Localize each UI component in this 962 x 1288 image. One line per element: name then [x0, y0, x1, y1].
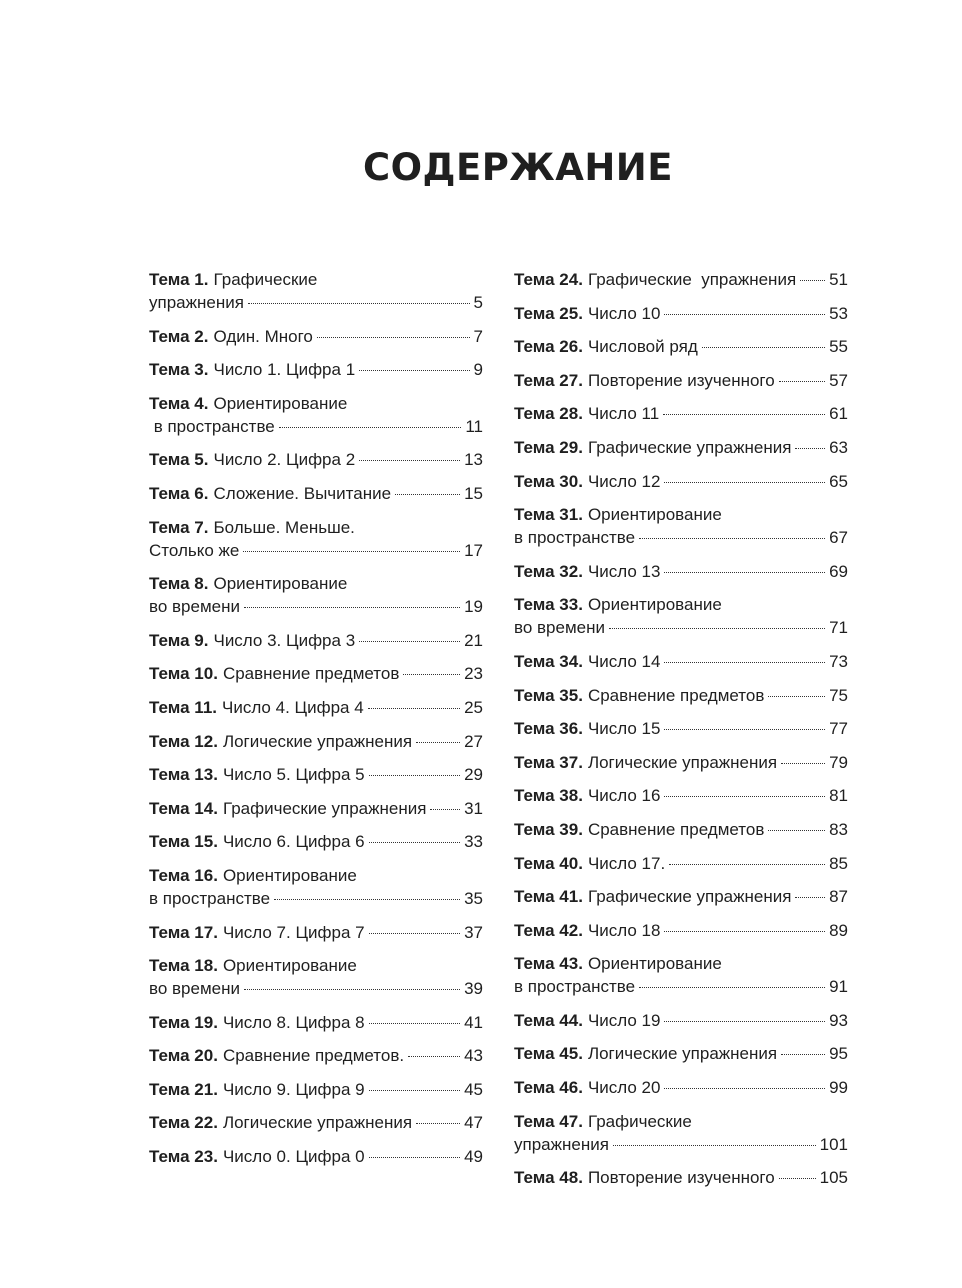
toc-page-number: 5: [473, 293, 483, 312]
toc-page-number: 7: [473, 326, 483, 346]
dot-leader: [781, 763, 825, 764]
dot-leader: [369, 933, 460, 934]
toc-page-number: 45: [464, 1079, 483, 1099]
toc-entry: [514, 751, 848, 774]
toc-page-number: 17: [464, 540, 483, 560]
toc-page-number: 37: [464, 922, 483, 942]
dot-leader: [781, 1054, 825, 1055]
toc-entry: [514, 684, 848, 707]
toc-topic-number: Тема 47.: [514, 1111, 583, 1131]
toc-page-number: 33: [464, 832, 483, 852]
toc-topic-title: Число 13: [587, 561, 661, 581]
dot-leader: [702, 347, 825, 348]
dot-leader: [369, 1157, 460, 1158]
toc-topic-number: Тема 43.: [514, 954, 583, 974]
toc-entry: [514, 717, 848, 740]
toc-topic-number: Тема 1.: [149, 270, 209, 289]
toc-topic-title: Число 17.: [587, 853, 666, 873]
toc-entry: [514, 268, 848, 291]
toc-topic-number: Тема 37.: [514, 752, 583, 772]
dot-leader: [664, 1088, 825, 1089]
toc-topic-number: Тема 19.: [149, 1012, 218, 1032]
dot-leader: [663, 414, 825, 415]
dot-leader: [403, 674, 460, 675]
toc-entry: [514, 650, 848, 673]
toc-topic-title: Ориентирование: [222, 956, 357, 976]
dot-leader: [368, 708, 460, 709]
toc-topic-title: Графические упражнения: [587, 270, 797, 289]
toc-topic-title: Логические упражнения: [587, 1044, 778, 1064]
toc-page-number: 67: [829, 528, 848, 548]
toc-topic-title: Графические упражнения: [222, 798, 427, 818]
toc-entry: [514, 818, 848, 841]
toc-page-number: 29: [464, 765, 483, 785]
toc-topic-title: Числовой ряд: [587, 337, 698, 357]
toc-topic-title: Ориентирование: [213, 393, 348, 413]
dot-leader: [244, 607, 460, 608]
toc-topic-title: Больше. Меньше.: [213, 517, 355, 537]
toc-topic-number: Тема 22.: [149, 1113, 218, 1133]
toc-topic-number: Тема 11.: [149, 697, 217, 717]
toc-entry: [514, 1166, 848, 1189]
toc-topic-title-cont: Столько же: [149, 540, 240, 560]
toc-topic-number: Тема 24.: [514, 270, 583, 289]
toc-page-number: 21: [464, 630, 483, 650]
toc-topic-title: Один. Много: [213, 326, 313, 346]
toc-topic-title: Число 6. Цифра 6: [222, 832, 365, 852]
dot-leader: [664, 1021, 825, 1022]
toc-topic-title: Повторение изученного: [587, 1168, 775, 1188]
toc-page-number: 77: [829, 719, 848, 739]
toc-page-number: 49: [464, 1147, 483, 1167]
toc-page-number: 47: [464, 1113, 483, 1133]
toc-topic-title: Число 3. Цифра 3: [213, 630, 356, 650]
toc-topic-number: Тема 23.: [149, 1147, 218, 1167]
dot-leader: [243, 551, 460, 552]
toc-entry: [149, 448, 483, 471]
toc-entry: [514, 402, 848, 425]
toc-page-number: 55: [829, 337, 848, 357]
toc-entry: [149, 392, 483, 438]
toc-topic-title: Ориентирование: [222, 865, 357, 885]
toc-page-number: 79: [829, 752, 848, 772]
toc-topic-number: Тема 41.: [514, 887, 583, 907]
toc-topic-title: Число 2. Цифра 2: [213, 450, 356, 470]
dot-leader: [416, 742, 460, 743]
toc-entry: [514, 885, 848, 908]
toc-topic-title: Число 12: [587, 471, 661, 491]
toc-page-number: 23: [464, 664, 483, 684]
toc-entry: [149, 921, 483, 944]
dot-leader: [613, 1145, 816, 1146]
toc-entry: [149, 830, 483, 853]
toc-entry: [514, 784, 848, 807]
toc-topic-number: Тема 42.: [514, 920, 583, 940]
toc-topic-number: Тема 20.: [149, 1046, 218, 1066]
toc-entry: [149, 797, 483, 820]
toc-entry: [514, 560, 848, 583]
toc-topic-title: Сравнение предметов: [587, 685, 765, 705]
toc-entry: [514, 1076, 848, 1099]
dot-leader: [664, 662, 825, 663]
dot-leader: [369, 842, 460, 843]
toc-topic-title: Сравнение предметов: [222, 664, 400, 684]
toc-page-number: 69: [829, 561, 848, 581]
dot-leader: [408, 1056, 460, 1057]
toc-topic-number: Тема 14.: [149, 798, 218, 818]
toc-topic-number: Тема 29.: [514, 437, 583, 457]
toc-page-number: 9: [473, 360, 483, 380]
dot-leader: [359, 460, 460, 461]
toc-topic-title: Число 7. Цифра 7: [222, 922, 365, 942]
dot-leader: [369, 1023, 460, 1024]
toc-topic-title: Число 4. Цифра 4: [222, 697, 364, 717]
toc-page-number: 53: [829, 303, 848, 323]
page-title: СОДЕРЖАНИЕ: [362, 146, 674, 189]
toc-topic-number: Тема 38.: [514, 786, 583, 806]
toc-entry: [149, 516, 483, 562]
toc-topic-title: Графические: [587, 1111, 692, 1131]
toc-page-number: 89: [829, 920, 848, 940]
dot-leader: [669, 864, 825, 865]
toc-page-number: 57: [829, 370, 848, 390]
toc-topic-number: Тема 46.: [514, 1078, 583, 1098]
toc-topic-title: Число 18: [587, 920, 661, 940]
dot-leader: [795, 897, 825, 898]
toc-page-number: 73: [829, 651, 848, 671]
toc-entry: [149, 629, 483, 652]
toc-entry: [149, 730, 483, 753]
toc-page-number: 81: [829, 786, 848, 806]
toc-entry: [149, 268, 483, 314]
toc-entry: [514, 470, 848, 493]
dot-leader: [664, 796, 825, 797]
dot-leader: [664, 314, 825, 315]
dot-leader: [664, 931, 825, 932]
toc-topic-title: Число 5. Цифра 5: [222, 765, 365, 785]
dot-leader: [244, 989, 460, 990]
toc-entry: [514, 503, 848, 549]
toc-topic-title: Сравнение предметов: [587, 819, 765, 839]
toc-column-right: [514, 268, 848, 1200]
toc-topic-number: Тема 13.: [149, 765, 218, 785]
toc-topic-number: Тема 10.: [149, 664, 218, 684]
dot-leader: [369, 775, 460, 776]
toc-page-number: 31: [464, 798, 483, 818]
toc-entry: [149, 482, 483, 505]
dot-leader: [768, 696, 825, 697]
toc-topic-number: Тема 31.: [514, 505, 583, 525]
dot-leader: [779, 381, 825, 382]
toc-page-number: 75: [829, 685, 848, 705]
toc-topic-title: Число 20: [587, 1078, 661, 1098]
toc-entry: [514, 1042, 848, 1065]
dot-leader: [359, 370, 469, 371]
toc-topic-title-cont: упражнения: [514, 1134, 609, 1154]
toc-topic-number: Тема 7.: [149, 517, 209, 537]
dot-leader: [639, 538, 825, 539]
dot-leader: [430, 809, 460, 810]
toc-topic-number: Тема 39.: [514, 819, 583, 839]
dot-leader: [369, 1090, 460, 1091]
toc-topic-title-cont: в пространстве: [514, 977, 636, 997]
toc-page-number: 85: [829, 853, 848, 873]
toc-topic-title: Графические: [213, 270, 318, 289]
toc-topic-number: Тема 44.: [514, 1010, 583, 1030]
dot-leader: [768, 830, 825, 831]
toc-topic-title-cont: в пространстве: [149, 416, 275, 436]
toc-page-number: 19: [464, 597, 483, 617]
toc-topic-number: Тема 25.: [514, 303, 583, 323]
toc-entry: [514, 852, 848, 875]
dot-leader: [274, 899, 460, 900]
toc-topic-number: Тема 21.: [149, 1079, 218, 1099]
dot-leader: [795, 448, 825, 449]
toc-topic-number: Тема 5.: [149, 450, 209, 470]
toc-topic-title: Логические упражнения: [587, 752, 778, 772]
toc-page-number: 105: [819, 1168, 848, 1188]
dot-leader: [416, 1123, 460, 1124]
toc-entry: [514, 919, 848, 942]
toc-topic-number: Тема 32.: [514, 561, 583, 581]
toc-topic-number: Тема 27.: [514, 370, 583, 390]
dot-leader: [779, 1178, 816, 1179]
toc-entry: [149, 1044, 483, 1067]
toc-topic-number: Тема 34.: [514, 651, 583, 671]
toc-topic-title: Повторение изученного: [587, 370, 775, 390]
toc-topic-title: Число 10: [587, 303, 661, 323]
toc-topic-title: Ориентирование: [587, 505, 722, 525]
toc-entry: [149, 358, 483, 381]
toc-topic-number: Тема 8.: [149, 574, 209, 594]
toc-topic-number: Тема 9.: [149, 630, 209, 650]
toc-topic-title: Число 19: [587, 1010, 661, 1030]
toc-topic-title: Графические упражнения: [587, 887, 792, 907]
toc-topic-title: Число 14: [587, 651, 661, 671]
toc-topic-title-cont: в пространстве: [149, 888, 271, 908]
toc-entry: [149, 1145, 483, 1168]
toc-page-number: 41: [464, 1012, 483, 1032]
toc-entry: [149, 1078, 483, 1101]
toc-page-number: 61: [829, 404, 848, 424]
toc-topic-number: Тема 18.: [149, 956, 218, 976]
toc-entry: [149, 954, 483, 1000]
toc-topic-title-cont: во времени: [149, 979, 240, 999]
toc-page-number: 11: [465, 416, 483, 436]
toc-topic-title: Число 9. Цифра 9: [222, 1079, 365, 1099]
dot-leader: [248, 303, 470, 304]
toc-topic-number: Тема 35.: [514, 685, 583, 705]
toc-page-number: 87: [829, 887, 848, 907]
toc-topic-title-cont: в пространстве: [514, 528, 636, 548]
toc-page-number: 91: [829, 977, 848, 997]
toc-topic-number: Тема 12.: [149, 731, 218, 751]
toc-entry: [149, 864, 483, 910]
toc-page-number: 35: [464, 888, 483, 908]
toc-page-number: 99: [829, 1078, 848, 1098]
toc-entry: [149, 1011, 483, 1034]
toc-topic-title: Число 1. Цифра 1: [213, 360, 356, 380]
toc-entry: [149, 325, 483, 348]
toc-entry: [514, 952, 848, 998]
toc-entry: [149, 1111, 483, 1134]
toc-topic-number: Тема 28.: [514, 404, 583, 424]
toc-topic-number: Тема 40.: [514, 853, 583, 873]
toc-topic-title: Ориентирование: [587, 954, 722, 974]
toc-page-number: 43: [464, 1046, 483, 1066]
toc-page-number: 25: [464, 697, 483, 717]
toc-page-number: 93: [829, 1010, 848, 1030]
toc-page-number: 13: [464, 450, 483, 470]
toc-entry: [514, 369, 848, 392]
toc-entry: [514, 1009, 848, 1032]
toc-topic-number: Тема 36.: [514, 719, 583, 739]
dot-leader: [639, 987, 825, 988]
toc-topic-title-cont: во времени: [149, 597, 240, 617]
toc-entry: [149, 763, 483, 786]
dot-leader: [359, 641, 460, 642]
toc-topic-title: Графические упражнения: [587, 437, 792, 457]
dot-leader: [800, 280, 825, 281]
toc-page-number: 95: [829, 1044, 848, 1064]
toc-topic-title: Сложение. Вычитание: [213, 483, 392, 503]
dot-leader: [664, 572, 825, 573]
toc-topic-title: Число 15: [587, 719, 661, 739]
toc-topic-number: Тема 16.: [149, 865, 218, 885]
toc-topic-title: Логические упражнения: [222, 731, 413, 751]
toc-topic-title: Логические упражнения: [222, 1113, 413, 1133]
toc-page-number: 27: [464, 731, 483, 751]
toc-topic-number: Тема 26.: [514, 337, 583, 357]
dot-leader: [279, 427, 462, 428]
toc-entry: [149, 572, 483, 618]
toc-topic-title: Сравнение предметов.: [222, 1046, 405, 1066]
toc-entry: [514, 593, 848, 639]
toc-page-number: 63: [829, 437, 848, 457]
toc-page-number: 83: [829, 819, 848, 839]
toc-topic-title: Ориентирование: [587, 595, 722, 615]
dot-leader: [609, 628, 825, 629]
toc-topic-number: Тема 4.: [149, 393, 209, 413]
dot-leader: [664, 482, 825, 483]
toc-topic-number: Тема 30.: [514, 471, 583, 491]
toc-entry: [514, 302, 848, 325]
toc-topic-title: Число 0. Цифра 0: [222, 1147, 365, 1167]
toc-page-number: 101: [819, 1134, 848, 1154]
toc-topic-title: Число 11: [587, 404, 660, 424]
toc-topic-number: Тема 2.: [149, 326, 209, 346]
toc-page-number: 71: [829, 618, 848, 638]
toc-topic-number: Тема 17.: [149, 922, 218, 942]
toc-entry: [514, 335, 848, 358]
toc-page-number: 39: [464, 979, 483, 999]
toc-entry: [149, 662, 483, 685]
toc-column-left: [149, 268, 483, 1179]
toc-entry: [514, 436, 848, 459]
dot-leader: [317, 337, 470, 338]
toc-entry: [514, 1110, 848, 1156]
toc-topic-title: Число 16: [587, 786, 661, 806]
toc-entry: [149, 696, 483, 719]
toc-topic-number: Тема 3.: [149, 360, 209, 380]
toc-topic-title: Число 8. Цифра 8: [222, 1012, 365, 1032]
toc-page-number: 65: [829, 471, 848, 491]
toc-topic-number: Тема 33.: [514, 595, 583, 615]
dot-leader: [664, 729, 825, 730]
dot-leader: [395, 494, 460, 495]
toc-topic-title-cont: упражнения: [149, 293, 244, 312]
toc-topic-number: Тема 48.: [514, 1168, 583, 1188]
toc-page-number: 15: [464, 483, 483, 503]
toc-topic-title: Ориентирование: [213, 574, 348, 594]
toc-topic-number: Тема 15.: [149, 832, 218, 852]
toc-page-number: 51: [829, 270, 848, 289]
toc-topic-title-cont: во времени: [514, 618, 605, 638]
toc-topic-number: Тема 45.: [514, 1044, 583, 1064]
toc-topic-number: Тема 6.: [149, 483, 209, 503]
